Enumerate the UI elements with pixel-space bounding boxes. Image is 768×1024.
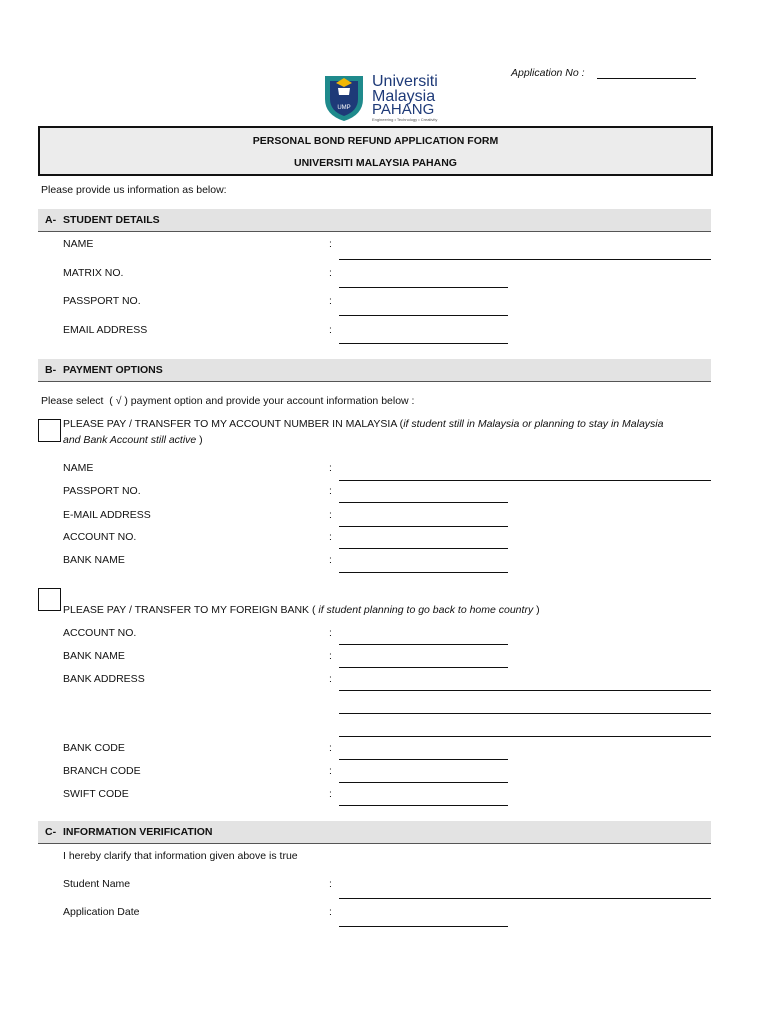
b2-bank-code-colon: : [329,742,332,754]
b2-bank-code-label: BANK CODE [63,742,125,754]
b1-name-colon: : [329,462,332,474]
form-title-box [38,126,713,176]
option-malaysia-condition-2: and Bank Account still active [63,434,197,446]
payment-instruction: Please select ( √ ) payment option and provide your account information below : [41,395,415,407]
form-subtitle: UNIVERSITI MALAYSIA PAHANG [294,157,457,169]
option-foreign-main: PLEASE PAY / TRANSFER TO MY FOREIGN BANK ( [63,604,316,616]
a-passport-field[interactable] [339,315,508,316]
option-foreign-text [63,592,540,616]
section-c-header [38,821,711,844]
a-matrix-field[interactable] [339,287,508,288]
b2-swift-code-field[interactable] [339,805,508,806]
form-title: PERSONAL BOND REFUND APPLICATION FORM [252,135,499,147]
section-a-header [38,209,711,232]
section-b-header [38,359,711,382]
intro-text: Please provide us information as below: [41,184,227,196]
c-application-date-field[interactable] [339,926,508,927]
b1-email-field[interactable] [339,526,508,527]
b2-branch-code-field[interactable] [339,782,508,783]
section-c-title: INFORMATION VERIFICATION [63,826,213,838]
application-no-field[interactable] [597,78,696,79]
b2-bank-name-colon: : [329,650,332,662]
a-email-label: EMAIL ADDRESS [63,324,148,336]
b1-passport-colon: : [329,485,332,497]
a-passport-colon: : [329,295,332,307]
option-malaysia-close: ) [196,434,203,446]
b2-bank-name-field[interactable] [339,667,508,668]
a-name-label: NAME [63,238,94,250]
c-student-name-field[interactable] [339,898,711,899]
b2-branch-code-label: BRANCH CODE [63,765,141,777]
section-b-letter: B- [45,364,57,376]
section-b-title: PAYMENT OPTIONS [63,364,163,376]
b1-name-field[interactable] [339,480,711,481]
logo-line-2: Malaysia [372,88,436,105]
university-logo [322,71,462,123]
a-email-colon: : [329,324,332,336]
a-email-field[interactable] [339,343,508,344]
b2-swift-code-label: SWIFT CODE [63,788,129,800]
option-malaysia-main: PLEASE PAY / TRANSFER TO MY ACCOUNT NUMBER IN MALAYSIA ( [63,418,404,430]
option-malaysia-text [63,416,708,448]
b1-name-label: NAME [63,462,94,474]
b2-bank-name-label: BANK NAME [63,650,125,662]
section-c-letter: C- [45,826,57,838]
option-malaysia-condition-1: if student still in Malaysia or planning to stay in Malaysia [403,418,664,430]
b1-account-field[interactable] [339,548,508,549]
b2-bank-address-field-2[interactable] [339,713,711,714]
b2-swift-code-colon: : [329,788,332,800]
c-student-name-colon: : [329,878,332,890]
c-application-date-colon: : [329,906,332,918]
a-passport-label: PASSPORT NO. [63,295,141,307]
logo-line-1: Universiti [372,73,438,90]
c-student-name-label: Student Name [63,878,131,890]
shield-text: UMP [337,105,351,111]
b1-email-label: E-MAIL ADDRESS [63,509,151,521]
b2-bank-address-colon: : [329,673,332,685]
ump-shield-icon [322,71,366,123]
b1-bank-name-label: BANK NAME [63,554,125,566]
b2-bank-address-field-1[interactable] [339,690,711,691]
option-foreign-checkbox[interactable] [38,588,61,611]
b1-email-colon: : [329,509,332,521]
c-application-date-label: Application Date [63,906,140,918]
b1-account-label: ACCOUNT NO. [63,531,137,543]
a-name-field[interactable] [339,259,711,260]
b1-passport-label: PASSPORT NO. [63,485,141,497]
b2-bank-address-label: BANK ADDRESS [63,673,145,685]
b2-account-field[interactable] [339,644,508,645]
section-a-title: STUDENT DETAILS [63,214,160,226]
application-no-label: Application No : [511,67,585,79]
option-malaysia-checkbox[interactable] [38,419,61,442]
b1-bank-name-colon: : [329,554,332,566]
option-foreign-close: ) [533,604,540,616]
a-name-colon: : [329,238,332,250]
section-a-letter: A- [45,214,57,226]
b1-account-colon: : [329,531,332,543]
b2-branch-code-colon: : [329,765,332,777]
b1-bank-name-field[interactable] [339,572,508,573]
logo-line-3: PAHANG [372,101,435,118]
b1-passport-field[interactable] [339,502,508,503]
verification-statement: I hereby clarify that information given above is true [63,850,298,862]
option-foreign-condition: if student planning to go back to home country [315,604,534,616]
logo-tagline: Engineering • Technology • Creativity [372,117,438,122]
b2-bank-code-field[interactable] [339,759,508,760]
b2-account-colon: : [329,627,332,639]
a-matrix-label: MATRIX NO. [63,267,124,279]
b2-bank-address-field-3[interactable] [339,736,711,737]
b2-account-label: ACCOUNT NO. [63,627,137,639]
a-matrix-colon: : [329,267,332,279]
